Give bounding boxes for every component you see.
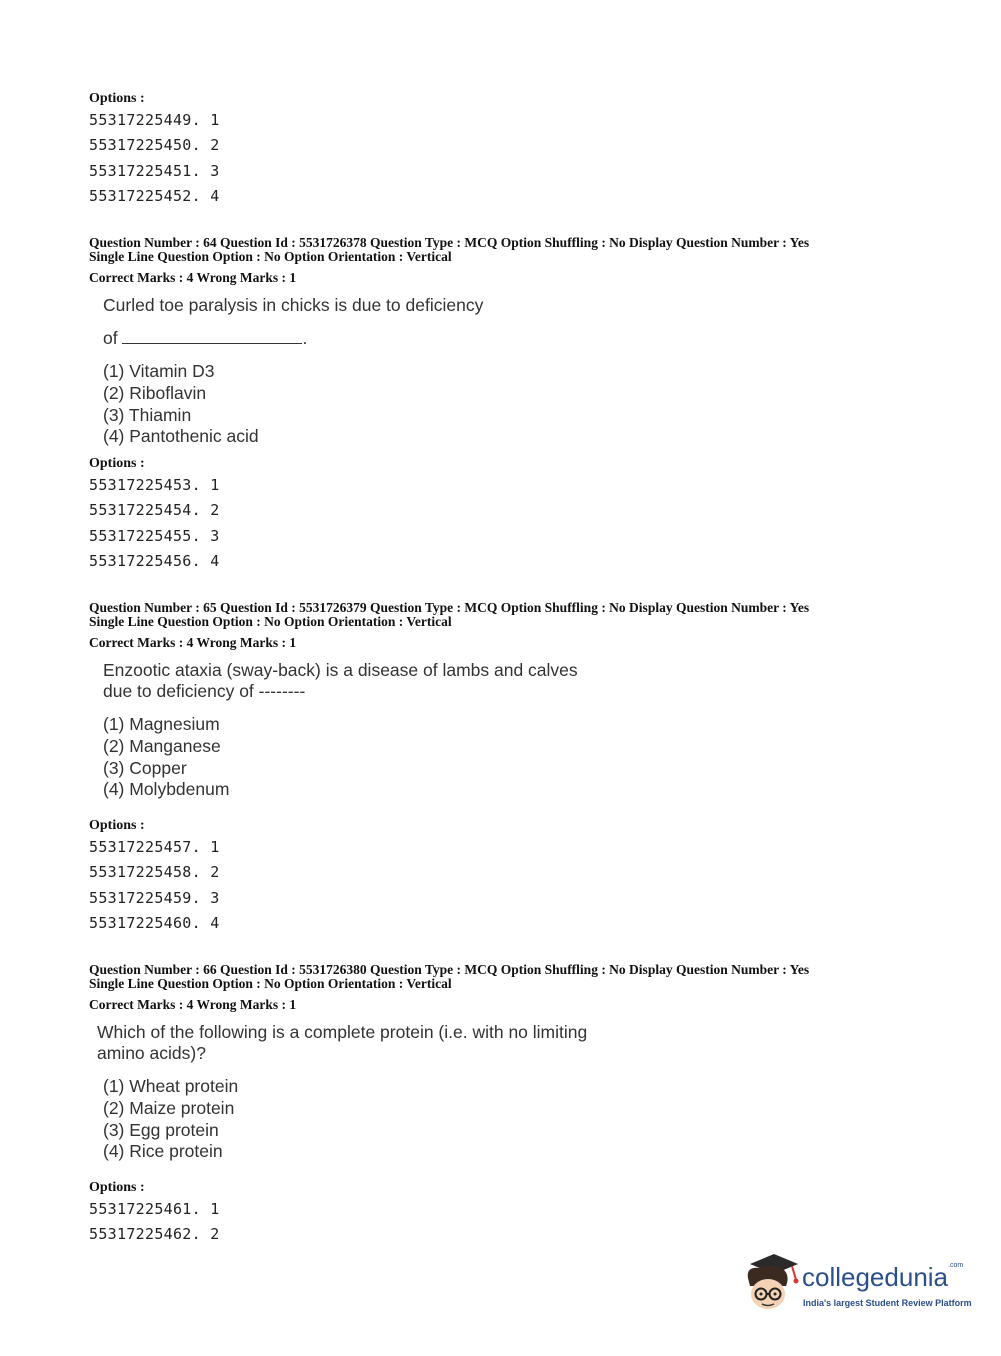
option-line: 55317225459. 3 <box>89 889 220 907</box>
logo-wordmark: collegedunia$^{.com}$ <box>802 1262 964 1292</box>
answer-blank <box>122 329 302 344</box>
choice-item: (3) Thiamin <box>103 404 192 425</box>
question-text-blank-line <box>103 328 307 349</box>
option-line: 55317225450. 2 <box>89 136 220 154</box>
options-label: Options : <box>89 456 145 471</box>
question-meta-line2: Single Line Question Option : No Option Orientation : Vertical <box>89 249 452 264</box>
question-meta: Question Number : 65 Question Id : 5531726379 Question Type : MCQ Option Shuffling : No Display Question Number : Yes <box>89 600 810 615</box>
question-text: Enzootic ataxia (sway-back) is a disease of lambs and calves <box>103 660 578 680</box>
option-line: 55317225452. 4 <box>89 187 220 205</box>
logo-tagline: India's largest Student Review Platform <box>803 1298 972 1308</box>
question-text: Which of the following is a complete protein (i.e. with no limiting <box>97 1022 588 1042</box>
option-line: 55317225457. 1 <box>89 838 220 856</box>
collegedunia-logo <box>740 1250 970 1314</box>
question-marks: Correct Marks : 4 Wrong Marks : 1 <box>89 635 297 650</box>
option-line: 55317225455. 3 <box>89 527 220 545</box>
option-line: 55317225449. 1 <box>89 111 220 129</box>
option-line: 55317225451. 3 <box>89 162 220 180</box>
question-text-prefix: of <box>103 328 118 348</box>
choice-list <box>103 714 229 801</box>
option-line: 55317225461. 1 <box>89 1200 220 1218</box>
choice-item: (4) Molybdenum <box>103 779 230 800</box>
question-meta: Question Number : 66 Question Id : 5531726380 Question Type : MCQ Option Shuffling : No Display Question Number : Yes <box>89 962 810 977</box>
option-line: 55317225462. 2 <box>89 1225 220 1243</box>
question-marks: Correct Marks : 4 Wrong Marks : 1 <box>89 270 297 285</box>
question-meta-line2: Single Line Question Option : No Option Orientation : Vertical <box>89 976 452 991</box>
choice-item: (2) Maize protein <box>103 1097 235 1118</box>
question-meta: Question Number : 64 Question Id : 5531726378 Question Type : MCQ Option Shuffling : No Display Question Number : Yes <box>89 235 810 250</box>
question-meta-line2: Single Line Question Option : No Option Orientation : Vertical <box>89 614 452 629</box>
choice-item: (1) Magnesium <box>103 714 220 734</box>
option-line: 55317225454. 2 <box>89 501 220 519</box>
options-label: Options : <box>89 91 145 106</box>
choice-item: (1) Vitamin D3 <box>103 361 215 381</box>
question-text: Curled toe paralysis in chicks is due to deficiency <box>103 295 484 315</box>
option-line: 55317225456. 4 <box>89 552 220 570</box>
choice-item: (3) Egg protein <box>103 1119 219 1140</box>
question-marks: Correct Marks : 4 Wrong Marks : 1 <box>89 997 297 1012</box>
option-line: 55317225453. 1 <box>89 476 220 494</box>
question-text-suffix: . <box>302 328 308 348</box>
options-label: Options : <box>89 818 145 833</box>
choice-list <box>103 361 259 448</box>
question-text-line2: amino acids)? <box>97 1043 206 1063</box>
option-line: 55317225460. 4 <box>89 914 220 932</box>
choice-item: (2) Riboflavin <box>103 382 207 403</box>
choice-item: (3) Copper <box>103 757 187 778</box>
choice-item: (1) Wheat protein <box>103 1076 239 1096</box>
options-label: Options : <box>89 1180 145 1195</box>
student-mascot-icon <box>740 1250 802 1312</box>
choice-item: (4) Rice protein <box>103 1141 223 1162</box>
choice-list <box>103 1076 238 1163</box>
choice-item: (2) Manganese <box>103 735 221 756</box>
question-text-line2: due to deficiency of -------- <box>103 681 306 701</box>
option-line: 55317225458. 2 <box>89 863 220 881</box>
choice-item: (4) Pantothenic acid <box>103 426 259 447</box>
